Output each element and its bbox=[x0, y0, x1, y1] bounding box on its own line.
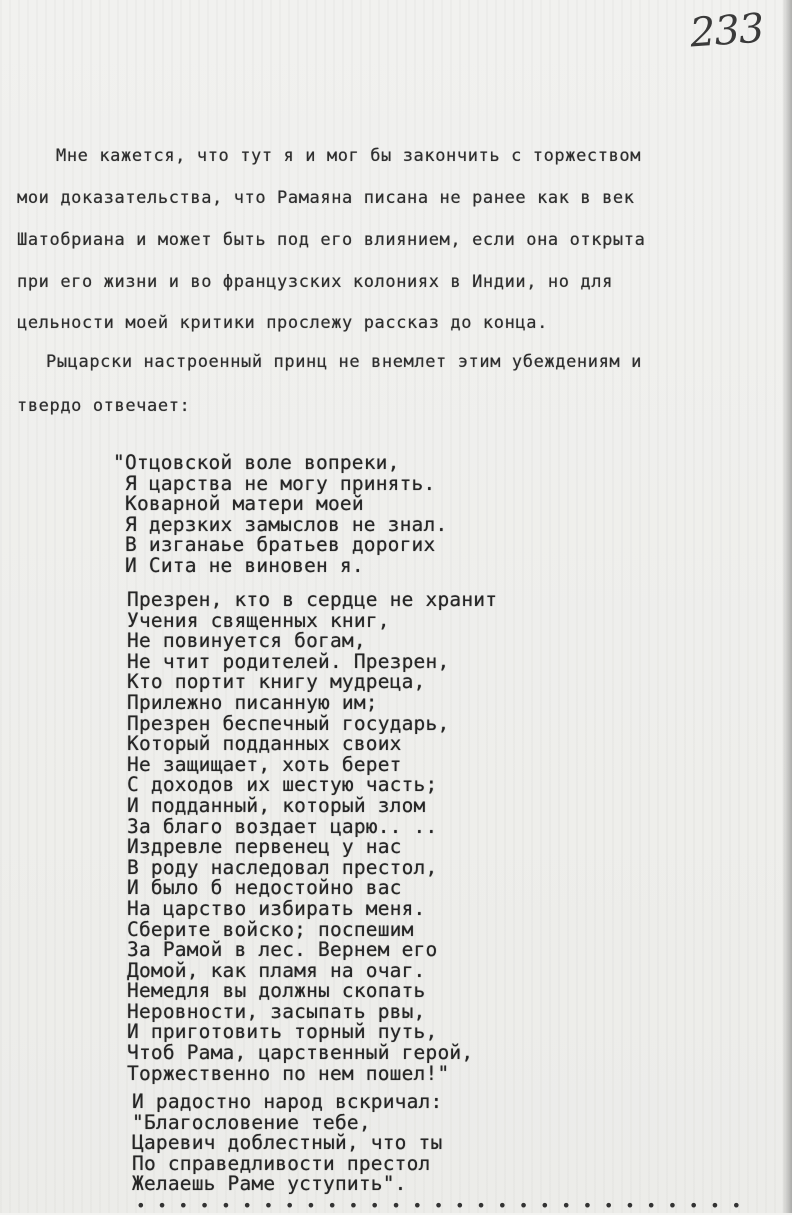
page-edge-shadow bbox=[782, 0, 792, 1213]
verse-line: Презрен, кто в сердце не хранит bbox=[127, 588, 498, 611]
verse-line: И Сита не виновен я. bbox=[125, 553, 364, 577]
prose-line: Шатобриана и может быть под его влиянием, если она открыта bbox=[17, 230, 646, 250]
verse-stanza-3 bbox=[132, 1092, 442, 1195]
verse-line: За Рамой в лес. Вернем его bbox=[127, 938, 438, 962]
verse-line: С доходов их шестую часть; bbox=[127, 773, 438, 797]
verse-line: Не защищает, хоть берет bbox=[127, 752, 402, 776]
verse-line: В роду наследовал престол, bbox=[127, 855, 438, 879]
prose-line: мои доказательства, что Рамаяна писана не ранее как в век bbox=[17, 188, 635, 208]
verse-line: Я дерзких замыслов не знал. bbox=[125, 512, 448, 536]
verse-line: Торжественно по нем пошел!" bbox=[127, 1061, 450, 1085]
verse-stanza-1 bbox=[113, 453, 447, 577]
verse-line: Презрен беспечный государь, bbox=[127, 711, 450, 735]
verse-line: И приготовить торный путь, bbox=[127, 1020, 438, 1044]
verse-line: На царство избирать меня. bbox=[127, 896, 426, 920]
verse-line: За благо воздает царю.. .. bbox=[127, 814, 438, 838]
verse-line: Прилежно писанную им; bbox=[127, 690, 378, 714]
verse-line: "Отцовской воле вопреки, bbox=[113, 451, 400, 474]
verse-line: Не повинуется богам, bbox=[127, 629, 366, 653]
verse-line: Который подданных своих bbox=[127, 732, 402, 756]
verse-line: Домой, как пламя на очаг. bbox=[127, 958, 426, 982]
prose-line: цельности моей критики прослежу рассказ до конца. bbox=[17, 313, 548, 333]
prose-line: твердо отвечает: bbox=[17, 396, 191, 416]
verse-line: И было б недостойно вас bbox=[127, 876, 402, 900]
verse-line: Желаешь Раме уступить". bbox=[132, 1172, 407, 1196]
verse-stanza-2 bbox=[127, 590, 497, 1084]
verse-line: Кто портит книгу мудреца, bbox=[127, 670, 426, 694]
verse-line: Чтоб Рама, царственный герой, bbox=[127, 1041, 474, 1065]
verse-line: Царевич доблестный, что ты bbox=[132, 1131, 443, 1155]
prose-line: при его жизни и во французских колониях в Индии, но для bbox=[17, 272, 613, 292]
prose-line: Рыцарски настроенный принц не внемлет этим убеждениям и bbox=[46, 352, 642, 372]
verse-line: Издревле первенец у нас bbox=[127, 835, 402, 859]
verse-line: Неровности, засыпать рвы, bbox=[127, 999, 426, 1023]
verse-line: Не чтит родителей. Презрен, bbox=[127, 649, 450, 673]
verse-line: По справедливости престол bbox=[132, 1151, 431, 1175]
page-number: 233 bbox=[688, 5, 765, 57]
verse-line: Учения священных книг, bbox=[127, 608, 390, 632]
verse-line: И подданный, который злом bbox=[127, 793, 426, 817]
verse-line: Немедля вы должны скопать bbox=[127, 979, 426, 1003]
end-separator: • • • • • • • • • • • • • • • • • • • • • • • • • • • • • bbox=[136, 1196, 743, 1215]
verse-line: Коварной матери моей bbox=[125, 492, 364, 516]
prose-line: Мне кажется, что тут я и мог бы закончить с торжеством bbox=[56, 146, 642, 166]
verse-line: Я царства не могу принять. bbox=[125, 471, 436, 495]
verse-line: В изганаье братьев дорогих bbox=[125, 533, 436, 557]
verse-line: И радостно народ вскричал: bbox=[132, 1090, 443, 1113]
verse-line: "Благословение тебе, bbox=[132, 1110, 371, 1134]
verse-line: Сберите войско; поспешим bbox=[127, 917, 414, 941]
